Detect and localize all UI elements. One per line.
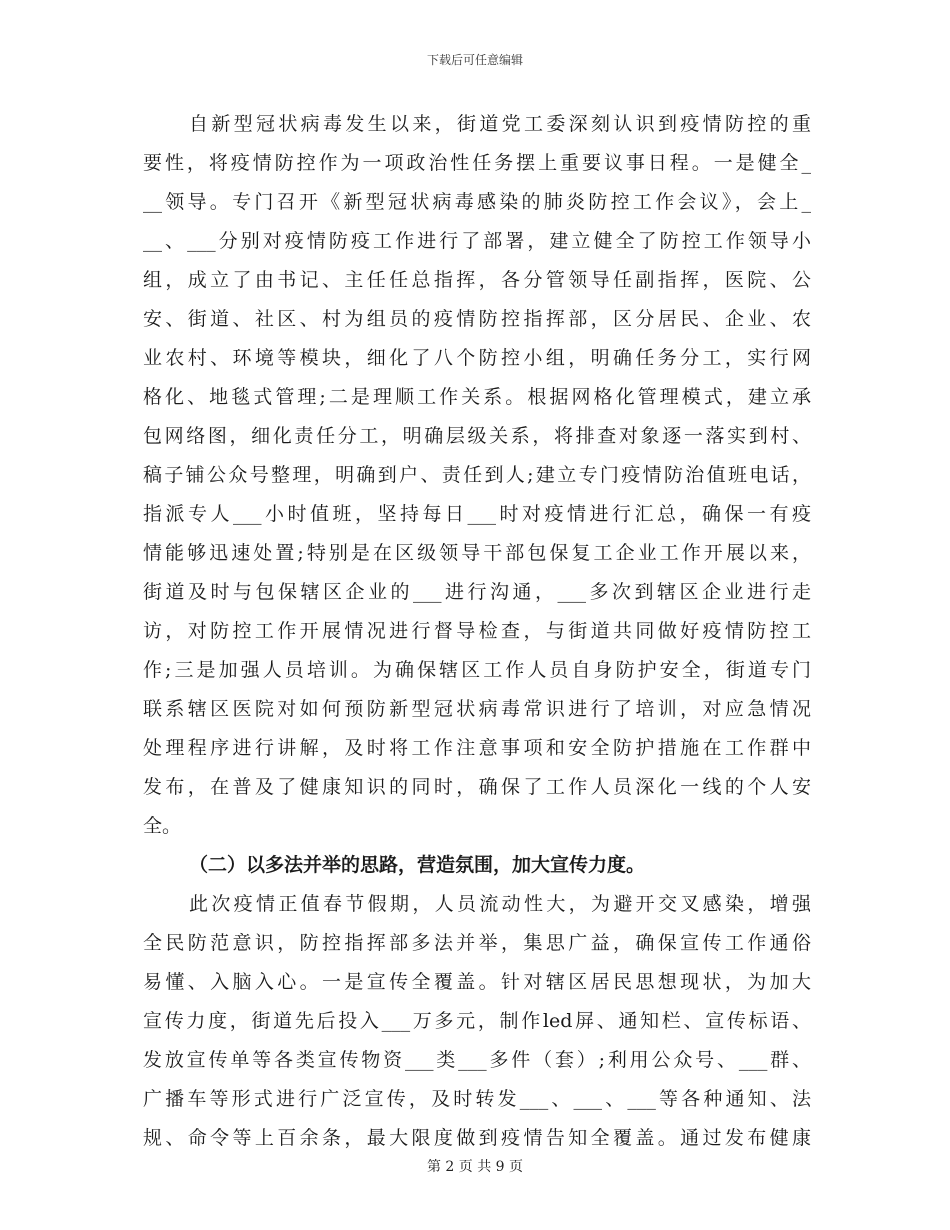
paragraph-line: 格化、地毯式管理;二是理顺工作关系。根据网格化管理模式，建立承 <box>143 386 811 408</box>
paragraph-line: 全民防范意识，防控指挥部多法并举，集思广益，确保宣传工作通俗 <box>143 932 811 954</box>
paragraph-line: 宣传力度，街道先后投入___万多元，制作led屏、通知栏、宣传标语、 <box>143 1010 811 1032</box>
page-number: 第 2 页 共 9 页 <box>426 1159 524 1175</box>
paragraph-line: 要性，将疫情防控作为一项政治性任务摆上重要议事日程。一是健全_ <box>143 152 811 174</box>
paragraph-line: 自新型冠状病毒发生以来，街道党工委深刻认识到疫情防控的重 <box>189 113 811 135</box>
paragraph-line: 发放宣传单等各类宣传物资___类___多件（套）;利用公众号、___群、 <box>143 1049 811 1071</box>
paragraph-line: 规、命令等上百余条，最大限度做到疫情告知全覆盖。通过发布健康 <box>143 1127 811 1149</box>
paragraph-line: 访，对防控工作开展情况进行督导检查，与街道共同做好疫情防控工 <box>143 620 811 642</box>
paragraph-line: 联系辖区医院对如何预防新型冠状病毒常识进行了培训，对应急情况 <box>143 698 811 720</box>
paragraph-line: __、___分别对疫情防疫工作进行了部署，建立健全了防控工作领导小 <box>143 230 811 252</box>
section-heading: （二）以多法并举的思路，营造氛围，加大宣传力度。 <box>189 854 646 876</box>
paragraph-line: 作;三是加强人员培训。为确保辖区工作人员自身防护安全，街道专门 <box>143 659 811 681</box>
paragraph-line: 易懂、入脑入心。一是宣传全覆盖。针对辖区居民思想现状，为加大 <box>143 971 811 993</box>
paragraph-line: 发布，在普及了健康知识的同时，确保了工作人员深化一线的个人安 <box>143 776 811 798</box>
paragraph-line: 业农村、环境等模块，细化了八个防控小组，明确任务分工，实行网 <box>143 347 811 369</box>
paragraph-line: 街道及时与包保辖区企业的___进行沟通，___多次到辖区企业进行走 <box>143 581 811 603</box>
paragraph-line: 此次疫情正值春节假期，人员流动性大，为避开交叉感染，增强 <box>189 893 811 915</box>
paragraph-line: 处理程序进行讲解，及时将工作注意事项和安全防护措施在工作群中 <box>143 737 811 759</box>
paragraph-line: 包网络图，细化责任分工，明确层级关系，将排查对象逐一落实到村、 <box>143 425 811 447</box>
paragraph-line: 组，成立了由书记、主任任总指挥，各分管领导任副指挥，医院、公 <box>143 269 811 291</box>
paragraph-line: 全。 <box>143 815 182 837</box>
paragraph-line: __领导。专门召开《新型冠状病毒感染的肺炎防控工作会议》，会上_ <box>143 191 811 213</box>
paragraph-line: 广播车等形式进行广泛宣传，及时转发___、___、___等各种通知、法 <box>143 1088 811 1110</box>
paragraph-line: 安、街道、社区、村为组员的疫情防控指挥部，区分居民、企业、农 <box>143 308 811 330</box>
page-header-note: 下载后可任意编辑 <box>426 53 523 67</box>
paragraph-line: 指派专人___小时值班，坚持每日___时对疫情进行汇总，确保一有疫 <box>143 503 811 525</box>
paragraph-line: 情能够迅速处置;特别是在区级领导干部包保复工企业工作开展以来， <box>143 542 811 564</box>
paragraph-line: 稿子铺公众号整理，明确到户、责任到人;建立专门疫情防治值班电话， <box>143 464 811 486</box>
document-body <box>143 105 811 1158</box>
